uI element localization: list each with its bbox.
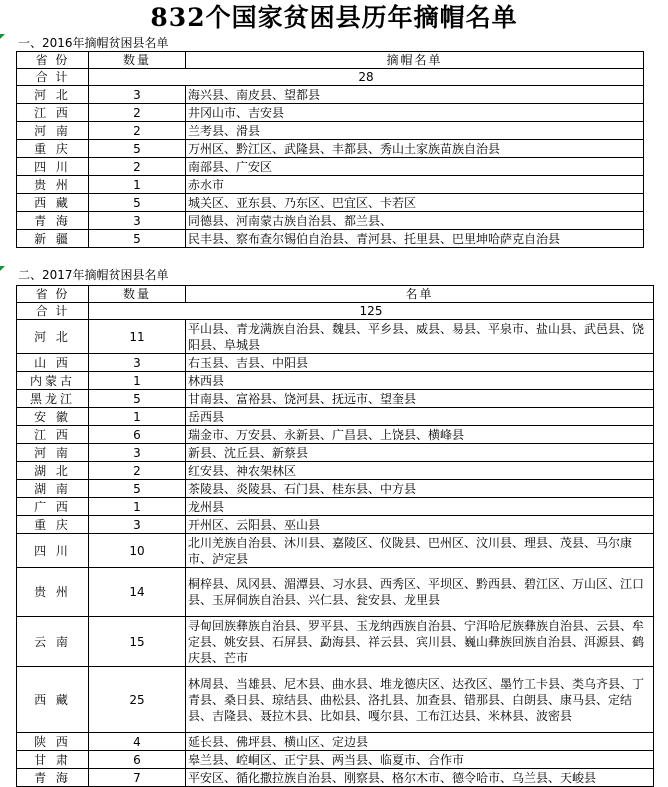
table-row [17,230,644,248]
count-column-header: 数量 [89,52,186,69]
province-cell: 江 西 [17,104,89,122]
count-cell: 4 [89,733,186,751]
names-cell: 平山县、青龙满族自治县、魏县、平乡县、威县、易县、平泉市、盐山县、武邑县、饶阳县、阜城县 [186,320,654,354]
count-cell: 5 [89,230,186,248]
province-cell: 四 川 [17,158,89,176]
table-row [17,176,644,194]
count-cell: 1 [89,372,186,390]
province-cell: 湖 南 [17,480,89,498]
names-cell: 同德县、河南蒙古族自治县、都兰县、 [186,212,644,230]
province-cell: 内蒙古 [17,372,89,390]
count-cell: 3 [89,354,186,372]
names-cell: 岳西县 [186,408,654,426]
names-cell: 万州区、黔江区、武隆县、丰都县、秀山土家族苗族自治县 [186,140,644,158]
names-cell: 海兴县、南皮县、望都县 [186,86,644,104]
count-cell: 3 [89,86,186,104]
table-row [17,354,654,372]
cell-marker-icon [0,266,5,271]
names-cell: 右玉县、吉县、中阳县 [186,354,654,372]
count-cell: 3 [89,516,186,534]
names-cell: 瑞金市、万安县、永新县、广昌县、上饶县、横峰县 [186,426,654,444]
table-row [17,86,644,104]
section-2017-heading: 二、2017年摘帽贫困县名单 [18,268,169,282]
names-cell: 平安区、循化撒拉族自治县、刚察县、格尔木市、德令哈市、乌兰县、天峻县 [186,769,654,787]
names-cell: 甘南县、富裕县、饶河县、抚远市、望奎县 [186,390,654,408]
names-cell: 兰考县、滑县 [186,122,644,140]
table-row [17,390,654,408]
table-row [17,769,654,787]
table-row [17,568,654,617]
table-row [17,104,644,122]
province-cell: 黑龙江 [17,390,89,408]
province-cell: 青 海 [17,212,89,230]
count-cell: 5 [89,194,186,212]
table-row [17,212,644,230]
table-row [17,408,654,426]
names-cell: 林西县 [186,372,654,390]
page-title: 832个国家贫困县历年摘帽名单 [150,3,518,32]
names-cell: 皋兰县、崆峒区、正宁县、两当县、临夏市、合作市 [186,751,654,769]
count-cell: 3 [89,444,186,462]
count-cell: 2 [89,104,186,122]
table-2017 [16,285,654,787]
table-row [17,158,644,176]
table-row [17,444,654,462]
province-cell: 贵 州 [17,568,89,617]
total-row [17,69,644,86]
total-value: 125 [89,303,654,320]
province-cell: 西 藏 [17,667,89,733]
names-cell: 城关区、亚东县、乃东区、巴宜区、卡若区 [186,194,644,212]
names-cell: 龙州县 [186,498,654,516]
province-cell: 西 藏 [17,194,89,212]
count-cell: 5 [89,390,186,408]
table-row [17,667,654,733]
province-cell: 广 西 [17,498,89,516]
names-cell: 南部县、广安区 [186,158,644,176]
count-cell: 10 [89,534,186,568]
province-cell: 河 北 [17,320,89,354]
names-column-header: 摘帽名单 [186,52,644,69]
count-cell: 5 [89,480,186,498]
table-row [17,733,654,751]
names-cell: 延长县、佛坪县、横山区、定边县 [186,733,654,751]
province-column-header: 省 份 [17,52,89,69]
names-cell: 新县、沈丘县、新蔡县 [186,444,654,462]
header-row [17,286,654,303]
province-cell: 重 庆 [17,140,89,158]
province-cell: 湖 北 [17,462,89,480]
table-row [17,372,654,390]
province-cell: 安 徽 [17,408,89,426]
count-cell: 1 [89,176,186,194]
count-column-header: 数量 [89,286,186,303]
count-cell: 7 [89,769,186,787]
count-cell: 14 [89,568,186,617]
count-cell: 2 [89,462,186,480]
names-cell: 茶陵县、炎陵县、石门县、桂东县、中方县 [186,480,654,498]
table-row [17,426,654,444]
names-cell: 寻甸回族彝族自治县、罗平县、玉龙纳西族自治县、宁洱哈尼族彝族自治县、云县、牟定县、姚安县、石屏县、勐海县、祥云县、宾川县、巍山彝族回族自治县、洱源县、鹤庆县、芒市 [186,617,654,667]
count-cell: 15 [89,617,186,667]
section-2016-heading: 一、2016年摘帽贫困县名单 [18,36,169,50]
table-2016 [16,51,644,248]
count-cell: 6 [89,751,186,769]
province-cell: 云 南 [17,617,89,667]
province-cell: 四 川 [17,534,89,568]
province-cell: 河 南 [17,444,89,462]
province-cell: 青 海 [17,769,89,787]
province-column-header: 省 份 [17,286,89,303]
table-row [17,498,654,516]
count-cell: 6 [89,426,186,444]
count-cell: 1 [89,498,186,516]
names-column-header: 名单 [186,286,654,303]
total-label: 合 计 [17,303,89,320]
table-row [17,194,644,212]
count-cell: 11 [89,320,186,354]
count-cell: 2 [89,122,186,140]
names-cell: 赤水市 [186,176,644,194]
table-row [17,480,654,498]
count-cell: 5 [89,140,186,158]
table-row [17,534,654,568]
province-cell: 新 疆 [17,230,89,248]
province-cell: 重 庆 [17,516,89,534]
table-row [17,516,654,534]
names-cell: 桐梓县、凤冈县、湄潭县、习水县、西秀区、平坝区、黔西县、碧江区、万山区、江口县、玉屏侗族自治县、兴仁县、瓮安县、龙里县 [186,568,654,617]
total-label: 合 计 [17,69,89,86]
province-cell: 山 西 [17,354,89,372]
names-cell: 北川羌族自治县、沐川县、嘉陵区、仪陇县、巴州区、汶川县、理县、茂县、马尔康市、泸定县 [186,534,654,568]
count-cell: 1 [89,408,186,426]
names-cell: 开州区、云阳县、巫山县 [186,516,654,534]
table-row [17,122,644,140]
table-row [17,462,654,480]
names-cell: 井冈山市、吉安县 [186,104,644,122]
province-cell: 陕 西 [17,733,89,751]
names-cell: 红安县、神农架林区 [186,462,654,480]
province-cell: 河 南 [17,122,89,140]
province-cell: 贵 州 [17,176,89,194]
table-row [17,617,654,667]
header-row [17,52,644,69]
cell-marker-icon [0,34,5,39]
count-cell: 3 [89,212,186,230]
count-cell: 2 [89,158,186,176]
table-row [17,140,644,158]
province-cell: 河 北 [17,86,89,104]
province-cell: 江 西 [17,426,89,444]
names-cell: 民丰县、察布查尔锡伯自治县、青河县、托里县、巴里坤哈萨克自治县 [186,230,644,248]
table-row [17,320,654,354]
count-cell: 25 [89,667,186,733]
province-cell: 甘 肃 [17,751,89,769]
total-row [17,303,654,320]
names-cell: 林周县、当雄县、尼木县、曲水县、堆龙德庆区、达孜区、墨竹工卡县、类乌齐县、丁青县、桑日县、琼结县、曲松县、洛扎县、加查县、错那县、白朗县、康马县、定结县、吉隆县、聂拉木县、比如县、嘎尔县、工布江达县、米林县、波密县 [186,667,654,733]
total-value: 28 [89,69,644,86]
